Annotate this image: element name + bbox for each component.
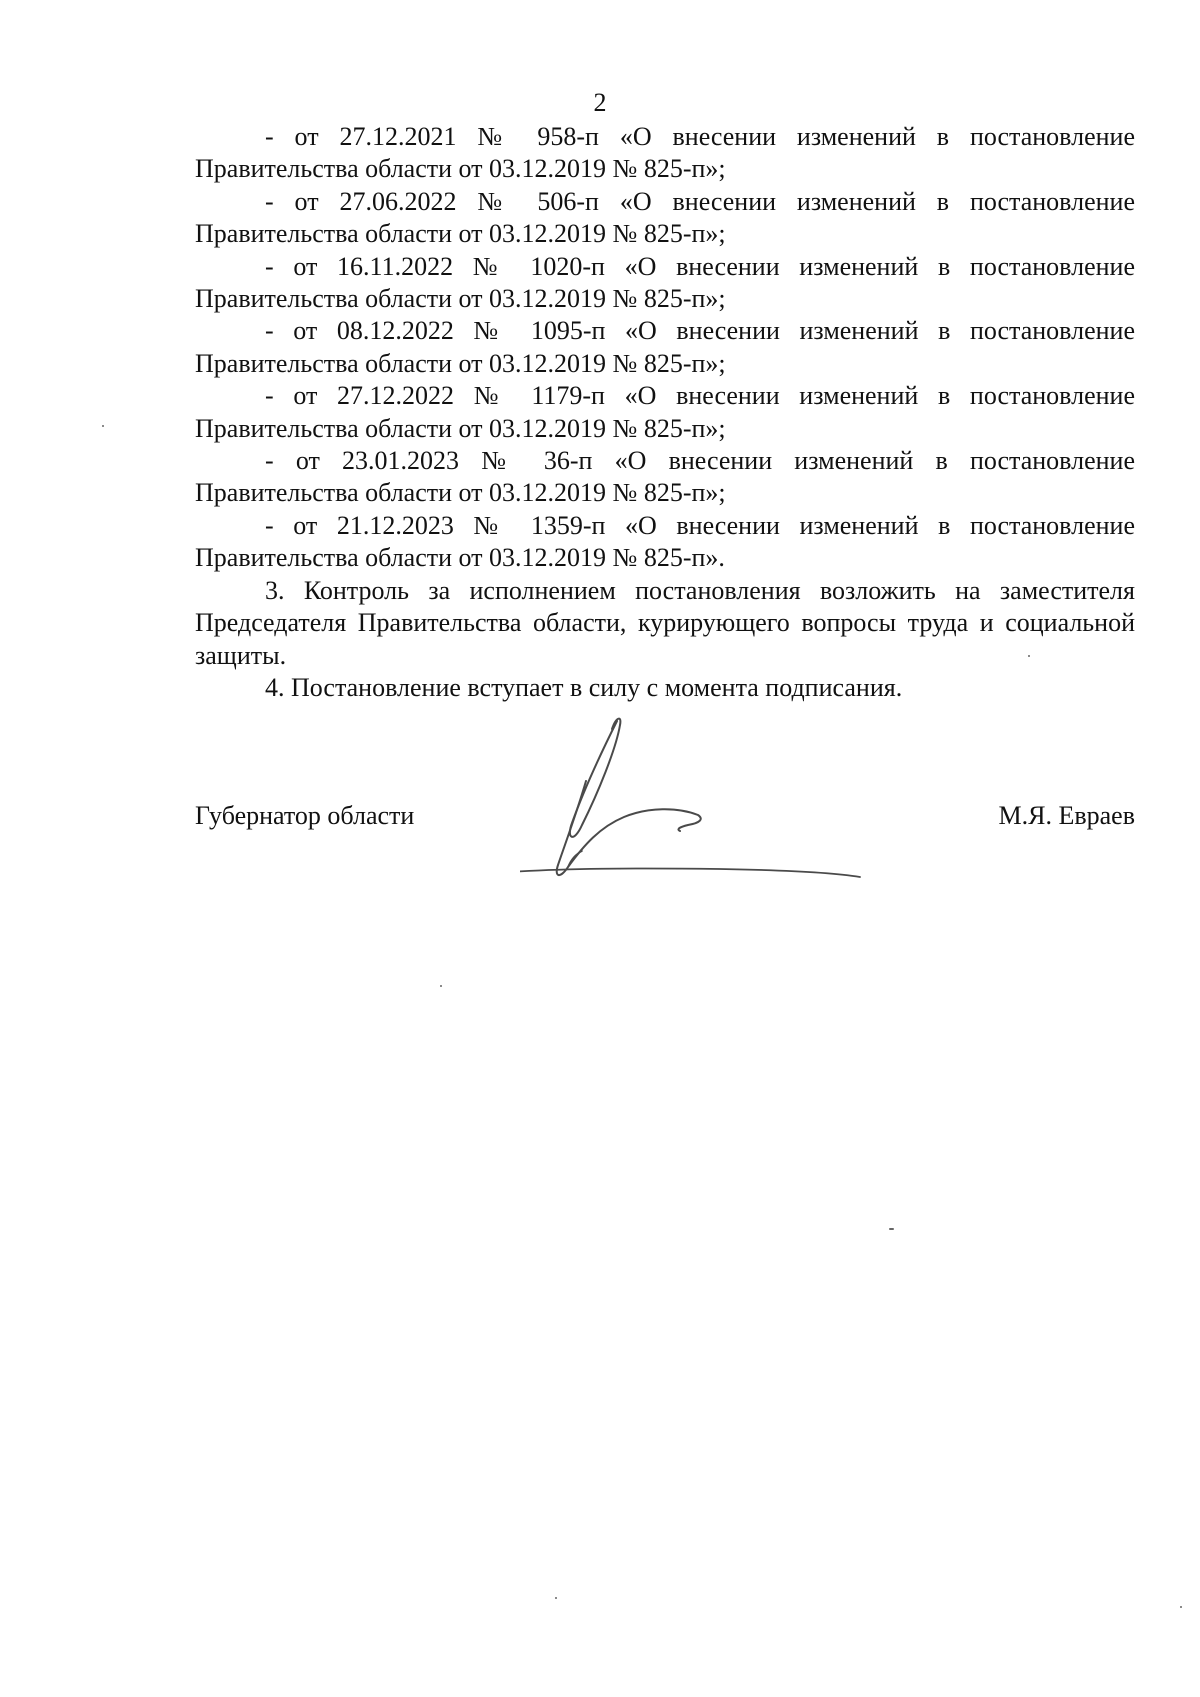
scan-artifact bbox=[440, 985, 442, 987]
handwritten-signature-icon bbox=[520, 715, 940, 895]
scan-artifact bbox=[555, 1597, 557, 1599]
page-number: 2 bbox=[593, 88, 607, 117]
amendment-list-item bbox=[195, 510, 1135, 575]
list-item-line-1: - от 27.06.2022 № 506-п «О внесении изменений в постановление bbox=[265, 186, 1135, 216]
list-item-line-2: Правительства области от 03.12.2019 № 825-п»; bbox=[195, 154, 726, 184]
list-item-line-2: Правительства области от 03.12.2019 № 825-п»; bbox=[195, 348, 726, 378]
signature-stroke bbox=[570, 719, 620, 837]
amendment-list-item bbox=[195, 315, 1135, 380]
list-item-line-2: Правительства области от 03.12.2019 № 825-п»; bbox=[195, 284, 726, 314]
amendment-list-item bbox=[195, 445, 1135, 510]
scan-artifact bbox=[1028, 655, 1030, 657]
list-item-line-2: Правительства области от 03.12.2019 № 825-п»; bbox=[195, 478, 726, 508]
signature-stroke bbox=[557, 781, 701, 875]
scan-artifact bbox=[1180, 1606, 1182, 1608]
signatory-position: Губернатор области bbox=[195, 801, 415, 830]
list-item-line-2: Правительства области от 03.12.2019 № 825-п»; bbox=[195, 413, 726, 443]
document-body bbox=[195, 121, 1135, 704]
scan-artifact bbox=[889, 1228, 894, 1230]
signature-underline bbox=[520, 868, 860, 877]
paragraph-control: 3. Контроль за исполнением постановления возложить на заместителя Председателя Правительства области, курирующего вопросы труда и социальной защиты. bbox=[195, 575, 1135, 670]
list-item-line-1: - от 21.12.2023 № 1359-п «О внесении изменений в постановление bbox=[265, 510, 1135, 540]
list-item-line-1: - от 27.12.2021 № 958-п «О внесении изменений в постановление bbox=[265, 122, 1135, 151]
signatory-name: М.Я. Евраев bbox=[998, 801, 1135, 830]
amendment-list-item bbox=[195, 121, 1135, 186]
list-item-line-1: - от 08.12.2022 № 1095-п «О внесении изменений в постановление bbox=[265, 316, 1135, 346]
list-item-line-1: - от 23.01.2023 № 36-п «О внесении изменений в постановление bbox=[265, 446, 1135, 476]
amendment-list-item bbox=[195, 186, 1135, 251]
scan-artifact bbox=[102, 425, 104, 427]
paragraph-effective-date: 4. Постановление вступает в силу с момента подписания. bbox=[265, 672, 903, 702]
amendment-list-item bbox=[195, 380, 1135, 445]
list-item-line-1: - от 27.12.2022 № 1179-п «О внесении изменений в постановление bbox=[265, 381, 1135, 411]
list-item-line-2: Правительства области от 03.12.2019 № 825-п»; bbox=[195, 219, 726, 249]
list-item-line-1: - от 16.11.2022 № 1020-п «О внесении изменений в постановление bbox=[265, 251, 1135, 281]
amendment-list-item bbox=[195, 251, 1135, 316]
list-item-line-2: Правительства области от 03.12.2019 № 825-п». bbox=[195, 543, 725, 573]
